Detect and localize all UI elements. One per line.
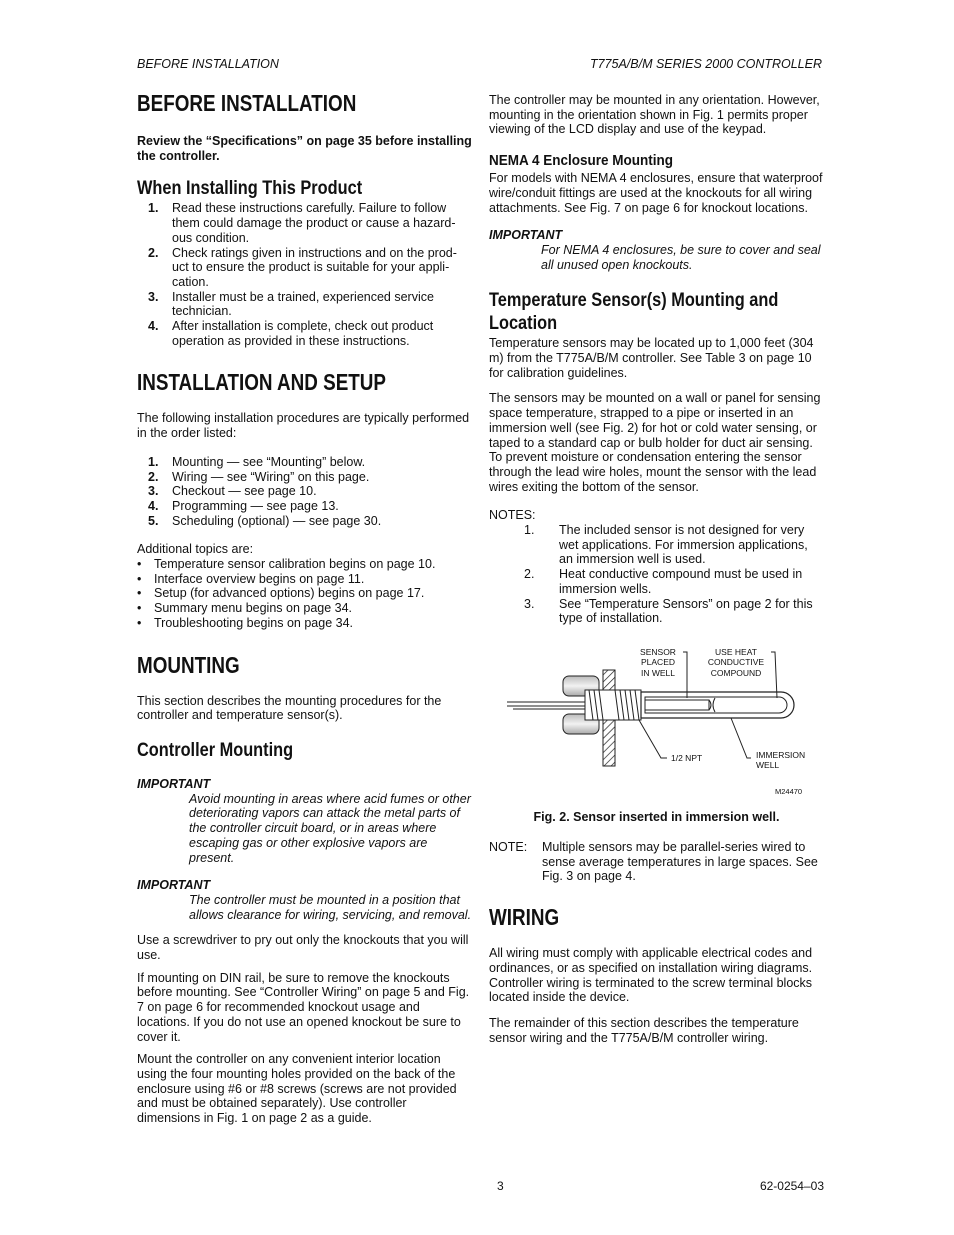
important-text: Avoid mounting in areas where acid fumes or other deteriorating vapors can attack the metal parts of the controller circuit board, or in areas where escaping gas or other explosive vapors are present. bbox=[189, 791, 471, 865]
list-item: • Setup (for advanced options) begins on page 17. bbox=[137, 586, 425, 601]
specifications-notice: Review the “Specifications” on page 35 before installing the controller. bbox=[137, 134, 472, 163]
important-label: IMPORTANT bbox=[489, 228, 563, 243]
list-item: 2. Wiring — see “Wiring” on this page. bbox=[148, 469, 370, 484]
right-column bbox=[489, 93, 824, 1045]
label-sensor-placed: SENSOR PLACED IN WELL bbox=[640, 646, 676, 678]
paragraph: The remainder of this section describes the temperature sensor wiring and the T775A/B/M controller wiring. bbox=[489, 1015, 799, 1045]
label-npt: 1/2 NPT bbox=[671, 752, 703, 763]
list-item: • Summary menu begins on page 34. bbox=[137, 601, 353, 616]
paragraph: For models with NEMA 4 enclosures, ensure that waterproof wire/conduit fittings are used at the knockouts for all wiring attachments. See Fig. 7 on page 6 for knockout locations. bbox=[489, 171, 823, 215]
heading-when-installing: When Installing This Product bbox=[137, 178, 363, 200]
note: NOTE: Multiple sensors may be parallel-series wired to sense average temperatures in large spaces. See Fig. 3 on page 4. bbox=[489, 839, 818, 884]
list-item: 2. Check ratings given in instructions and on the prod-uct to ensure the product is suitable for your appli-cation. bbox=[148, 245, 457, 289]
list-item: 2. Heat conductive compound must be used in immersion wells. bbox=[524, 567, 803, 596]
label-immersion-well: IMMERSION WELL bbox=[756, 749, 806, 771]
paragraph: Use a screwdriver to pry out only the knockouts that you will use. bbox=[137, 933, 469, 963]
list-item: 3. See “Temperature Sensors” on page 2 for this type of installation. bbox=[524, 596, 813, 626]
page-number: 3 bbox=[497, 1179, 504, 1193]
heading-controller-mounting: Controller Mounting bbox=[137, 739, 294, 761]
notes-label: NOTES: bbox=[489, 508, 536, 523]
paragraph: The controller may be mounted in any orientation. However, mounting in the orientation shown in Fig. 1 permits proper viewing of the LCD display and use of the keypad. bbox=[489, 93, 820, 137]
heading-nema-mounting: NEMA 4 Enclosure Mounting bbox=[489, 152, 674, 170]
mounting-intro: This section describes the mounting procedures for the controller and temperature sensor(s). bbox=[137, 693, 442, 723]
heading-installation-setup: INSTALLATION AND SETUP bbox=[137, 369, 387, 396]
paragraph: If mounting on DIN rail, be sure to remove the knockouts before mounting. See “Controller Wiring” on page 5 and Fig. 7 on page 6 for recommended knockout usage and locations. If you do not use an opened knockout be sure to cover it. bbox=[137, 970, 470, 1044]
list-item: 4. After installation is complete, check out product operation as provided in these instructions. bbox=[148, 319, 434, 348]
immersion-well-figure bbox=[489, 640, 824, 800]
figure-code: M24470 bbox=[775, 786, 803, 796]
left-column bbox=[137, 90, 472, 1126]
important-text: The controller must be mounted in a position that allows clearance for wiring, servicing, and removal. bbox=[189, 892, 472, 922]
installation-steps-list bbox=[137, 455, 472, 529]
heading-wiring: WIRING bbox=[489, 904, 560, 931]
label-heat-compound: USE HEAT CONDUCTIVE COMPOUND bbox=[707, 646, 765, 678]
notes-list bbox=[489, 523, 824, 626]
list-item: • Troubleshooting begins on page 34. bbox=[137, 615, 353, 630]
important-label: IMPORTANT bbox=[137, 776, 211, 791]
list-item: 1. Read these instructions carefully. Failure to follow them could damage the product or cause a hazard-ous condition. bbox=[148, 201, 456, 245]
list-item: • Temperature sensor calibration begins on page 10. bbox=[137, 557, 436, 572]
important-label: IMPORTANT bbox=[137, 878, 211, 893]
heading-mounting: MOUNTING bbox=[137, 651, 240, 678]
list-item: 5. Scheduling (optional) — see page 30. bbox=[148, 513, 382, 528]
paragraph: Temperature sensors may be located up to 1,000 feet (304 m) from the T775A/B/M controller. See Table 3 on page 10 for calibration guidelines. bbox=[489, 336, 814, 380]
figure-caption: Fig. 2. Sensor inserted in immersion well. bbox=[533, 809, 780, 824]
list-item: • Interface overview begins on page 11. bbox=[137, 571, 365, 586]
installation-intro: The following installation procedures are typically performed in the order listed: bbox=[137, 411, 470, 441]
list-item: 1. The included sensor is not designed for very wet applications. For immersion applications, an immersion well is used. bbox=[524, 523, 808, 567]
heading-sensor-mounting: Temperature Sensor(s) Mounting and Location bbox=[489, 290, 779, 335]
additional-topics-list bbox=[137, 557, 472, 631]
list-item: 1. Mounting — see “Mounting” below. bbox=[148, 454, 366, 469]
list-item: 4. Programming — see page 13. bbox=[148, 498, 339, 513]
when-installing-list bbox=[137, 201, 472, 348]
paragraph: Mount the controller on any convenient interior location using the four mounting holes provided on the back of the enclosure using #6 or #8 screws (screws are not provided and must be obtained separately). Use controller dimensions in Fig. 1 on page 2 as a guide. bbox=[137, 1052, 457, 1126]
running-header-right: T775A/B/M SERIES 2000 CONTROLLER bbox=[589, 57, 822, 71]
paragraph: The sensors may be mounted on a wall or panel for sensing space temperature, strapped to a pipe or inserted in an immersion well (see Fig. 2) for hot or cold water sensing, or taped to a standard cap or bulb holder for duct air sensing. To prevent moisture or condensation entering the sensor through the lead wire holes, mount the sensor with the lead wires exiting the bottom of the sensor. bbox=[489, 391, 821, 494]
important-text: For NEMA 4 enclosures, be sure to cover and seal all unused open knockouts. bbox=[541, 242, 821, 272]
paragraph: All wiring must comply with applicable electrical codes and ordinances, or as specified on installation wiring diagrams. Controller wiring is terminated to the screw terminal blocks located inside the device. bbox=[489, 946, 813, 1005]
document-id: 62-0254–03 bbox=[759, 1179, 824, 1193]
heading-before-installation: BEFORE INSTALLATION bbox=[137, 90, 357, 116]
list-item: 3. Checkout — see page 10. bbox=[148, 484, 317, 499]
additional-topics-label: Additional topics are: bbox=[137, 542, 254, 557]
list-item: 3. Installer must be a trained, experienced service technician. bbox=[148, 289, 434, 319]
running-header-left: BEFORE INSTALLATION bbox=[137, 57, 279, 71]
